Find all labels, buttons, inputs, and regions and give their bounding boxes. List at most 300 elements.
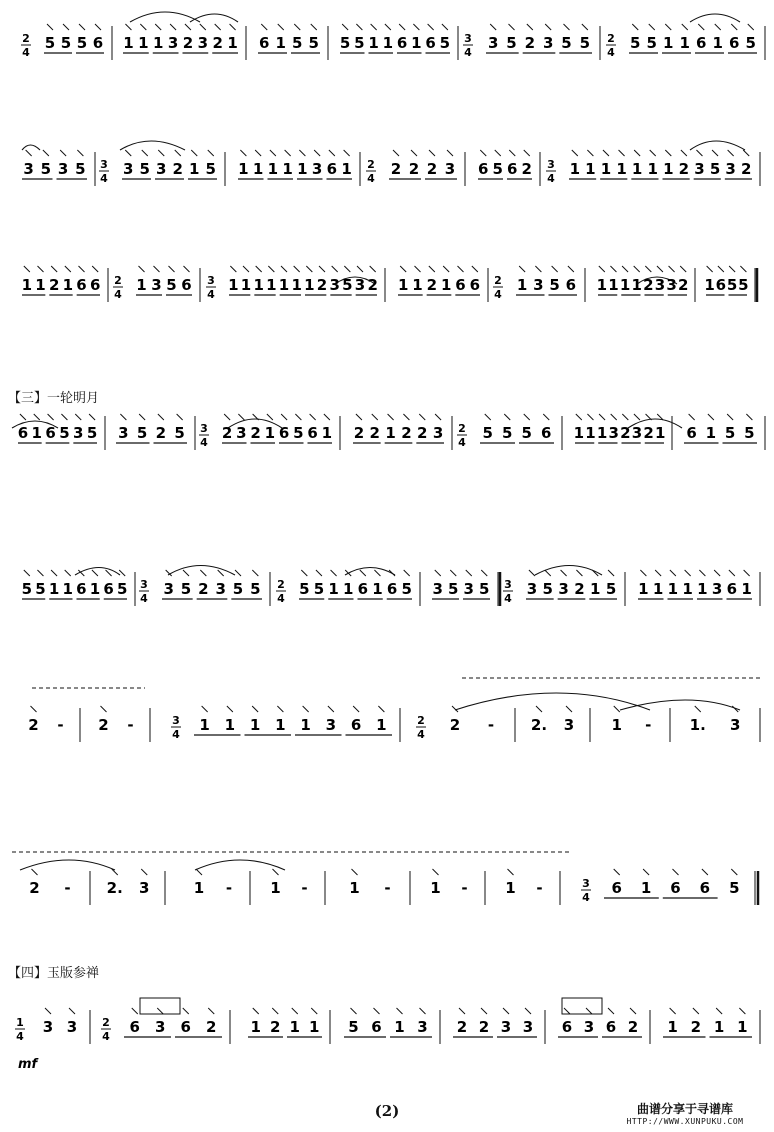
technique-mark xyxy=(443,266,449,272)
technique-mark xyxy=(715,24,721,30)
note: 1 xyxy=(62,580,73,598)
note: 1 xyxy=(35,276,46,294)
technique-mark xyxy=(47,24,53,30)
technique-mark xyxy=(466,570,472,576)
technique-mark xyxy=(685,570,691,576)
technique-mark xyxy=(157,1008,163,1014)
technique-mark xyxy=(31,706,37,712)
technique-mark xyxy=(603,150,609,156)
note: 1 xyxy=(321,424,333,442)
time-signature-numerator: 3 xyxy=(100,158,108,171)
technique-mark xyxy=(435,570,441,576)
note: 5 xyxy=(729,879,740,897)
technique-mark xyxy=(89,414,95,420)
note: 5 xyxy=(745,34,756,52)
note: 2 xyxy=(521,160,532,178)
technique-mark xyxy=(253,1008,259,1014)
technique-mark xyxy=(306,266,312,272)
note: 6 xyxy=(425,34,436,52)
technique-mark xyxy=(673,869,679,875)
note: 1 xyxy=(385,424,396,442)
technique-mark xyxy=(576,570,582,576)
note: 2 xyxy=(740,160,752,178)
technique-mark xyxy=(360,570,366,576)
technique-mark xyxy=(120,414,126,420)
technique-mark xyxy=(404,570,410,576)
note: 1 xyxy=(240,276,252,294)
technique-mark xyxy=(267,414,273,420)
watermark-url: HTTP://WWW.XUNPUKU.COM xyxy=(626,1117,744,1126)
note: 3 xyxy=(432,424,444,442)
technique-mark xyxy=(155,24,161,30)
note: 5 xyxy=(44,34,56,52)
technique-mark xyxy=(331,570,337,576)
note: 1 xyxy=(647,160,658,178)
note: 6 xyxy=(357,580,369,598)
note: 1 xyxy=(291,276,302,294)
technique-mark xyxy=(587,150,593,156)
note: 3 xyxy=(23,160,34,178)
technique-mark xyxy=(69,1008,75,1014)
technique-mark xyxy=(184,266,190,272)
note: 6 xyxy=(326,160,338,178)
time-signature-numerator: 3 xyxy=(504,578,512,591)
time-signature-numerator: 2 xyxy=(22,32,30,45)
technique-mark xyxy=(399,24,405,30)
note: 3 xyxy=(73,424,84,442)
technique-mark xyxy=(743,150,749,156)
note: 3 xyxy=(163,580,174,598)
note: 5 xyxy=(646,34,657,52)
note: 5 xyxy=(205,160,216,178)
note: 5 xyxy=(21,580,33,598)
note: 1 xyxy=(516,276,528,294)
technique-mark xyxy=(218,570,224,576)
technique-mark xyxy=(564,1008,570,1014)
dynamic-marking: mf xyxy=(18,1057,38,1072)
note: 2 xyxy=(417,424,428,442)
note: 1 xyxy=(289,1018,300,1036)
technique-mark xyxy=(256,266,262,272)
technique-mark xyxy=(371,24,377,30)
note: 2 xyxy=(690,1018,702,1036)
note: 6 xyxy=(17,424,29,442)
technique-mark xyxy=(319,266,325,272)
note: 3 xyxy=(311,160,323,178)
note: 2 xyxy=(449,716,461,734)
note: 1 xyxy=(228,276,239,294)
note: 2 xyxy=(677,276,689,294)
note: 1 xyxy=(505,879,516,897)
technique-mark xyxy=(200,570,206,576)
note: 1 xyxy=(62,276,74,294)
note: 2 xyxy=(456,1018,468,1036)
note: 5 xyxy=(60,34,72,52)
time-signature-denominator: 4 xyxy=(464,46,472,59)
note: 1 xyxy=(590,580,601,598)
technique-mark xyxy=(32,869,38,875)
note: 3 xyxy=(711,580,723,598)
technique-mark xyxy=(154,266,160,272)
technique-mark xyxy=(630,1008,636,1014)
technique-mark xyxy=(610,266,616,272)
note: 3 xyxy=(526,580,538,598)
technique-mark xyxy=(332,266,338,272)
note: 6 xyxy=(561,1018,573,1036)
note: 1. xyxy=(689,716,706,734)
technique-mark xyxy=(356,414,362,420)
note: 5 xyxy=(401,580,412,598)
note: 3 xyxy=(215,580,226,598)
note: 3 xyxy=(66,1018,78,1036)
note: 1 xyxy=(663,160,674,178)
note: 5 xyxy=(339,34,351,52)
note: 6 xyxy=(455,276,466,294)
technique-mark xyxy=(731,24,737,30)
technique-mark xyxy=(545,570,551,576)
note: 5 xyxy=(86,424,98,442)
note: 5 xyxy=(726,276,738,294)
technique-mark xyxy=(45,1008,51,1014)
technique-mark xyxy=(611,414,617,420)
technique-mark xyxy=(708,414,714,420)
technique-mark xyxy=(622,266,628,272)
note: 1 xyxy=(397,276,409,294)
note: 1 xyxy=(608,276,619,294)
note: 6 xyxy=(371,1018,382,1036)
note: 5 xyxy=(506,34,517,52)
technique-mark xyxy=(61,414,67,420)
technique-mark xyxy=(351,1008,357,1014)
technique-mark xyxy=(295,414,301,420)
technique-mark xyxy=(235,570,241,576)
note: 1 xyxy=(304,276,315,294)
note: 1 xyxy=(48,580,60,598)
note: 1 xyxy=(152,34,164,52)
time-signature-denominator: 4 xyxy=(200,436,208,449)
technique-mark xyxy=(599,414,605,420)
technique-mark xyxy=(51,266,57,272)
technique-mark xyxy=(746,414,752,420)
note: 1 xyxy=(342,580,354,598)
note: 6 xyxy=(541,424,552,442)
technique-mark xyxy=(572,150,578,156)
note: 1 xyxy=(136,276,147,294)
note: - xyxy=(127,716,134,734)
note: 1 xyxy=(282,160,293,178)
note: 5 xyxy=(561,34,572,52)
note: 3 xyxy=(666,276,677,294)
technique-mark xyxy=(413,24,419,30)
note: 5 xyxy=(75,160,86,178)
note: 5 xyxy=(59,424,70,442)
technique-mark xyxy=(230,24,236,30)
note: 1 xyxy=(704,276,715,294)
note: 6 xyxy=(259,34,270,52)
technique-mark xyxy=(481,570,487,576)
technique-mark xyxy=(294,24,300,30)
note: 1 xyxy=(382,34,394,52)
note: 1 xyxy=(737,1018,748,1036)
note: 5 xyxy=(250,580,261,598)
technique-mark xyxy=(374,1008,380,1014)
technique-mark xyxy=(525,1008,531,1014)
note: 5 xyxy=(630,34,641,52)
note: 2 xyxy=(206,1018,217,1036)
note: 2 xyxy=(478,1018,490,1036)
note: 5 xyxy=(293,424,304,442)
time-signature-denominator: 4 xyxy=(16,1030,24,1043)
technique-mark xyxy=(731,869,737,875)
technique-mark xyxy=(20,414,26,420)
time-signature-numerator: 2 xyxy=(607,32,615,45)
technique-mark xyxy=(435,414,441,420)
note: - xyxy=(301,879,308,897)
technique-mark xyxy=(292,1008,298,1014)
note: 1 xyxy=(663,34,674,52)
note: 6 xyxy=(129,1018,140,1036)
note: 1 xyxy=(667,580,679,598)
note: 2 xyxy=(28,716,39,734)
technique-mark xyxy=(495,150,501,156)
technique-mark xyxy=(682,24,688,30)
note: 1 xyxy=(341,160,352,178)
note: 1 xyxy=(267,160,279,178)
note: 5 xyxy=(313,580,325,598)
note: 3 xyxy=(533,276,544,294)
technique-mark xyxy=(24,266,30,272)
note: 5 xyxy=(116,580,128,598)
note: 3 xyxy=(608,424,619,442)
note: 3 xyxy=(631,424,643,442)
technique-mark xyxy=(428,24,434,30)
technique-mark xyxy=(60,150,66,156)
technique-mark xyxy=(447,150,453,156)
technique-mark xyxy=(101,706,107,712)
note: 3 xyxy=(139,879,150,897)
time-signature-numerator: 2 xyxy=(114,274,122,287)
note: 3 xyxy=(694,160,705,178)
technique-mark xyxy=(230,266,236,272)
page-number: (2) xyxy=(374,1102,400,1120)
technique-mark xyxy=(655,570,661,576)
note: 2 xyxy=(408,160,420,178)
note: 5 xyxy=(166,276,177,294)
technique-mark xyxy=(729,266,735,272)
technique-mark xyxy=(458,266,464,272)
technique-mark xyxy=(420,1008,426,1014)
note: 1 xyxy=(349,879,360,897)
technique-mark xyxy=(272,1008,278,1014)
technique-mark xyxy=(24,570,30,576)
note: 3 xyxy=(325,716,337,734)
note: 1 xyxy=(712,34,723,52)
technique-mark xyxy=(385,24,391,30)
technique-mark xyxy=(566,706,572,712)
note: 5 xyxy=(40,160,52,178)
note: 2 xyxy=(29,879,40,897)
technique-mark xyxy=(79,266,85,272)
time-signature-numerator: 3 xyxy=(582,877,590,890)
technique-mark xyxy=(353,706,359,712)
note: 3 xyxy=(118,424,129,442)
note: 2 xyxy=(401,424,412,442)
time-signature-numerator: 3 xyxy=(172,714,180,727)
technique-mark xyxy=(378,706,384,712)
note: 5 xyxy=(724,424,736,442)
technique-mark xyxy=(419,414,425,420)
note: 5 xyxy=(521,424,532,442)
note: 3 xyxy=(725,160,736,178)
note: 2 xyxy=(643,276,654,294)
note: 5 xyxy=(605,580,617,598)
note: - xyxy=(64,879,71,897)
note: 3 xyxy=(417,1018,428,1036)
note: 2 xyxy=(98,716,109,734)
note: 1 xyxy=(21,276,33,294)
technique-mark xyxy=(125,24,131,30)
note: 6 xyxy=(699,879,711,897)
note: 1 xyxy=(275,34,286,52)
technique-mark xyxy=(196,869,202,875)
technique-mark xyxy=(490,24,496,30)
note: 1 xyxy=(199,716,210,734)
technique-mark xyxy=(26,150,32,156)
note: 5 xyxy=(744,424,755,442)
technique-mark xyxy=(303,706,309,712)
technique-mark xyxy=(503,1008,509,1014)
note: 2 xyxy=(270,1018,281,1036)
technique-mark xyxy=(459,1008,465,1014)
note: 5 xyxy=(354,34,365,52)
technique-mark xyxy=(139,414,145,420)
technique-mark xyxy=(619,150,625,156)
technique-mark xyxy=(400,266,406,272)
note: 3 xyxy=(156,160,167,178)
technique-mark xyxy=(268,266,274,272)
note: 3 xyxy=(432,580,443,598)
technique-mark xyxy=(200,24,206,30)
note: 2. xyxy=(106,879,123,897)
note: 2 xyxy=(426,276,438,294)
technique-mark xyxy=(657,266,663,272)
note: 1 xyxy=(224,716,236,734)
note: 5 xyxy=(139,160,150,178)
technique-mark xyxy=(665,24,671,30)
note: 2 xyxy=(212,34,223,52)
technique-mark xyxy=(243,266,249,272)
technique-mark xyxy=(744,570,750,576)
note: 1 xyxy=(309,1018,320,1036)
note: 5 xyxy=(542,580,553,598)
technique-mark xyxy=(125,150,131,156)
technique-mark xyxy=(281,414,287,420)
note: 3 xyxy=(155,1018,166,1036)
time-signature-numerator: 2 xyxy=(458,422,466,435)
note: - xyxy=(384,879,391,897)
technique-mark xyxy=(728,150,734,156)
technique-mark xyxy=(281,266,287,272)
note: 1 xyxy=(652,580,664,598)
note: 1 xyxy=(596,276,608,294)
note: 6 xyxy=(350,716,362,734)
technique-mark xyxy=(536,706,542,712)
technique-mark xyxy=(689,414,695,420)
note: 1 xyxy=(667,1018,678,1036)
note: 2 xyxy=(574,580,585,598)
technique-mark xyxy=(142,150,148,156)
technique-mark xyxy=(273,869,279,875)
technique-mark xyxy=(141,869,147,875)
technique-mark xyxy=(552,266,558,272)
note: 1 xyxy=(569,160,581,178)
note: 1 xyxy=(89,580,101,598)
technique-mark xyxy=(582,24,588,30)
note: 5 xyxy=(439,34,451,52)
technique-mark xyxy=(65,266,71,272)
technique-mark xyxy=(285,150,291,156)
note: 5 xyxy=(35,580,46,598)
time-signature-numerator: 2 xyxy=(417,714,425,727)
technique-mark xyxy=(38,266,44,272)
technique-mark xyxy=(524,414,530,420)
note: 3 xyxy=(57,160,69,178)
technique-mark xyxy=(34,414,40,420)
note: 2 xyxy=(316,276,328,294)
note: 6 xyxy=(726,580,738,598)
time-signature-denominator: 4 xyxy=(547,172,555,185)
technique-mark xyxy=(132,1008,138,1014)
technique-mark xyxy=(208,150,214,156)
note: 1 xyxy=(275,716,286,734)
note: 5 xyxy=(342,276,353,294)
technique-mark xyxy=(586,1008,592,1014)
note: 1 xyxy=(189,160,200,178)
technique-mark xyxy=(714,570,720,576)
technique-mark xyxy=(43,150,49,156)
technique-mark xyxy=(356,24,362,30)
note: 1 xyxy=(394,1018,405,1036)
technique-mark xyxy=(357,266,363,272)
technique-mark xyxy=(415,266,421,272)
section-heading-4: 【四】玉版参禅 xyxy=(8,966,100,981)
time-signature-numerator: 2 xyxy=(494,274,502,287)
technique-mark xyxy=(693,1008,699,1014)
note: 3 xyxy=(167,34,179,52)
technique-mark xyxy=(202,706,208,712)
note: 6 xyxy=(605,1018,617,1036)
technique-mark xyxy=(106,570,112,576)
technique-mark xyxy=(696,150,702,156)
note: 3 xyxy=(583,1018,595,1036)
note: 2 xyxy=(620,424,631,442)
time-signature-numerator: 3 xyxy=(200,422,208,435)
note: 2 xyxy=(643,424,654,442)
note: 2 xyxy=(48,276,60,294)
technique-mark xyxy=(650,150,656,156)
note: 2 xyxy=(198,580,209,598)
note: 1 xyxy=(440,276,452,294)
technique-mark xyxy=(695,706,701,712)
time-signature-denominator: 4 xyxy=(367,172,375,185)
note: 1 xyxy=(411,34,422,52)
technique-mark xyxy=(634,414,640,420)
technique-mark xyxy=(185,24,191,30)
note: - xyxy=(225,879,233,897)
technique-mark xyxy=(388,414,394,420)
note: 2 xyxy=(155,424,167,442)
technique-mark xyxy=(707,266,713,272)
